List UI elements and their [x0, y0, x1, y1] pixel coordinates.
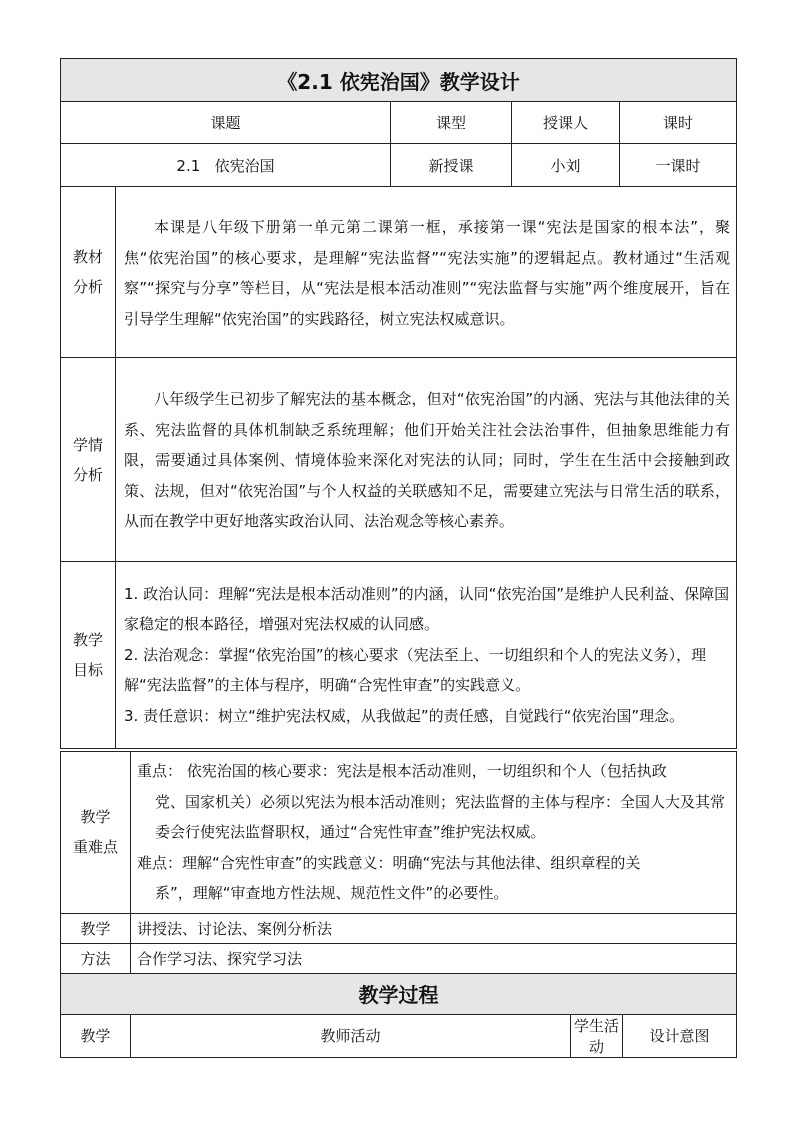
material-analysis-text: 本课是八年级下册第一单元第二课第一框，承接第一课“宪法是国家的根本法”，聚焦“依宪治国”的核心要求，是理解“宪法监督”“宪法实施”的逻辑起点。教材通过“生活观察”“探究与分享”等栏目，从“宪法是根本活动准则”“宪法监督与实施”两个维度展开，旨在引导学生理解“依宪治国”的实践路径，树立宪法权威意识。 [116, 187, 737, 358]
goal-item: 3. 责任意识：树立“维护宪法权威，从我做起”的责任感，自觉践行“依宪治国”理念。 [124, 706, 685, 725]
teaching-goals-label [61, 562, 116, 749]
key-points-cell [131, 752, 737, 914]
goal-item: 1. 政治认同：理解“宪法是根本活动准则”的内涵，认同“依宪治国”是维护人民利益、保障国家稳定的根本路径，增强对宪法权威的认同感。 [124, 584, 730, 634]
process-col-intent: 设计意图 [623, 1014, 737, 1057]
student-analysis-text: 八年级学生已初步了解宪法的基本概念，但对“依宪治国”的内涵、宪法与其他法律的关系、宪法监督的具体机制缺乏系统理解；他们开始关注社会法治事件，但抽象思维能力有限，需要通过具体案例、情境体验来深化对宪法的认同；同时，学生在生活中会接触到政策、法规，但对“依宪治国”与个人权益的关联感知不足，需要建立宪法与日常生活的联系，从而在教学中更好地落实政治认同、法治观念等核心素养。 [116, 358, 737, 562]
header-teacher: 授课人 [512, 102, 620, 144]
label-line: 学情 [72, 435, 103, 454]
process-col-student: 学生活动 [571, 1014, 623, 1057]
label-line: 教学 [80, 808, 111, 827]
header-periods: 课时 [620, 102, 737, 144]
info-teacher: 小刘 [512, 144, 620, 187]
goal-item: 2. 法治观念：掌握“依宪治国”的核心要求（宪法至上、一切组织和个人的宪法义务），理解“宪法监督”的主体与程序，明确“合宪性审查”的实践意义。 [124, 645, 707, 695]
learning-methods: 合作学习法、探究学习法 [131, 943, 737, 973]
label-line: 重难点 [72, 838, 118, 857]
material-analysis-label [61, 187, 116, 358]
key-point-continuation: 党、国家机关）必须以宪法为根本活动准则；宪法监督的主体与程序：全国人大及其常委会行使宪法监督职权，通过“合宪性审查”维护宪法权威。 [155, 792, 726, 841]
info-topic: 2.1 依宪治国 [61, 144, 391, 187]
label-line: 教学 [72, 631, 103, 649]
process-col-stage: 教学 [61, 1014, 131, 1057]
label-line: 教材 [72, 248, 103, 266]
methods-label-line-2: 方法 [61, 943, 131, 973]
header-lesson-type: 课型 [391, 102, 512, 144]
header-topic: 课题 [61, 102, 391, 144]
teaching-methods: 讲授法、讨论法、案例分析法 [131, 913, 737, 943]
key-points-label [61, 752, 131, 914]
difficult-point-continuation: 系”，理解“审查地方性法规、规范性文件”的必要性。 [155, 884, 509, 902]
lesson-plan-sheet [60, 58, 736, 1058]
label-line: 分析 [72, 278, 103, 296]
document-title: 《2.1 依宪治国》教学设计 [61, 59, 737, 102]
methods-label-line-1: 教学 [61, 913, 131, 943]
label-line: 目标 [72, 661, 103, 679]
lesson-plan-table [60, 58, 737, 749]
label-line: 分析 [72, 465, 103, 484]
teaching-goals-list [116, 562, 737, 749]
process-section-title: 教学过程 [61, 973, 737, 1014]
info-periods: 一课时 [620, 144, 737, 187]
key-point-text: 重点： 依宪治国的核心要求：宪法是根本活动准则，一切组织和个人（包括执政 [137, 762, 667, 780]
student-analysis-label [61, 358, 116, 562]
info-lesson-type: 新授课 [391, 144, 512, 187]
process-col-teacher: 教师活动 [131, 1014, 571, 1057]
difficult-point-text: 难点：理解“合宪性审查”的实践意义：明确“宪法与其他法律、组织章程的关 [137, 853, 641, 872]
lesson-plan-table-lower [60, 751, 737, 1058]
